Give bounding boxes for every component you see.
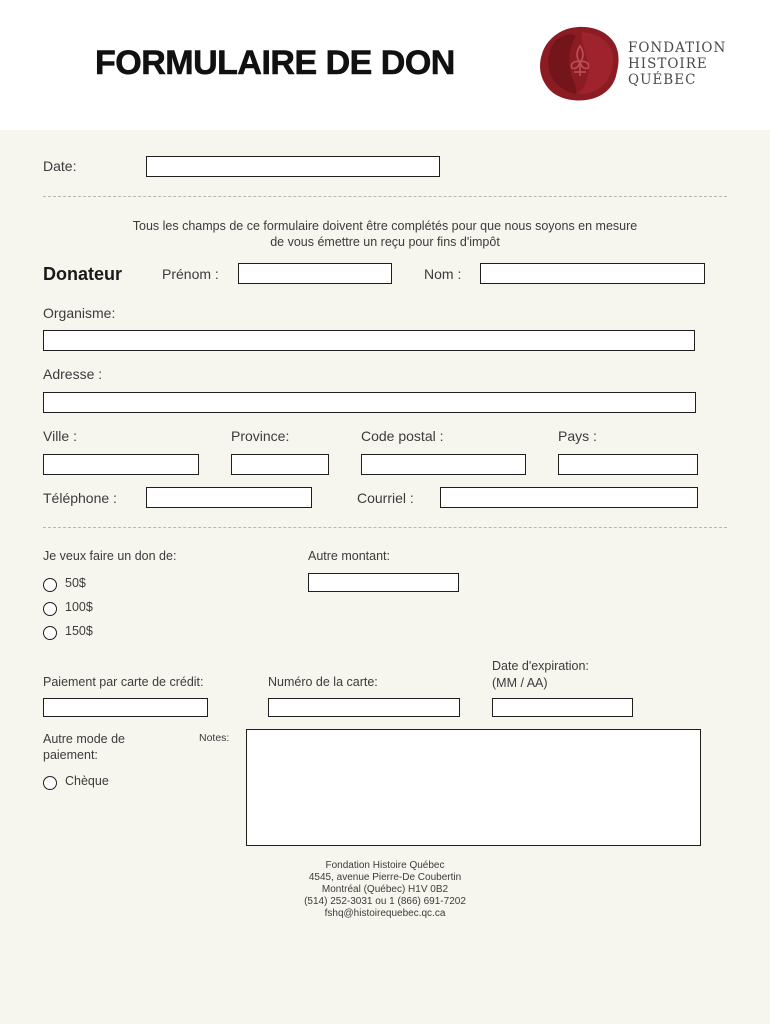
footer-address: Fondation Histoire Québec 4545, avenue Pierre-De Coubertin Montréal (Québec) H1V 0B2 (514) 252-3031 ou 1 (866) 691-7202 fshq@histoirequebec.qc.ca	[304, 860, 466, 919]
form-title: FORMULAIRE DE DON	[95, 44, 455, 82]
credit-card-field[interactable]	[43, 698, 208, 717]
date-label: Date:	[43, 158, 77, 174]
postal-code-label: Code postal :	[361, 428, 444, 444]
cheque-label: Chèque	[65, 774, 109, 788]
amount-100-label: 100$	[65, 600, 93, 614]
email-field[interactable]	[440, 487, 698, 508]
notes-textarea[interactable]	[246, 729, 701, 846]
city-label: Ville :	[43, 428, 77, 444]
card-number-label: Numéro de la carte:	[268, 675, 378, 689]
other-amount-field[interactable]	[308, 573, 459, 592]
email-label: Courriel :	[357, 490, 414, 506]
phone-label: Téléphone :	[43, 490, 117, 506]
last-name-label: Nom :	[424, 266, 462, 282]
other-amount-label: Autre montant:	[308, 549, 390, 563]
other-payment-label: Autre mode de paiement:	[43, 732, 125, 762]
divider	[43, 527, 727, 528]
page-header	[0, 0, 770, 130]
first-name-label: Prénom :	[162, 266, 219, 282]
card-number-field[interactable]	[268, 698, 460, 717]
address-label: Adresse :	[43, 366, 103, 382]
phone-field[interactable]	[146, 487, 312, 508]
last-name-field[interactable]	[480, 263, 705, 284]
date-field[interactable]	[146, 156, 440, 177]
credit-card-label: Paiement par carte de crédit:	[43, 675, 204, 689]
cheque-radio[interactable]	[43, 776, 57, 790]
organization-label: Organisme:	[43, 305, 116, 321]
donation-label: Je veux faire un don de:	[43, 549, 177, 563]
amount-100-radio[interactable]	[43, 602, 57, 616]
postal-code-field[interactable]	[361, 454, 526, 475]
country-field[interactable]	[558, 454, 698, 475]
notice-text: Tous les champs de ce formulaire doivent être complétés pour que nous soyons en mesure de vous émettre un reçu pour fins d'impôt	[132, 219, 638, 249]
wax-seal-logo-icon	[536, 24, 620, 102]
amount-50-radio[interactable]	[43, 578, 57, 592]
foundation-logo-text: FONDATION HISTOIRE QUÉBEC	[628, 40, 727, 88]
donor-heading: Donateur	[43, 264, 123, 284]
amount-150-radio[interactable]	[43, 626, 57, 640]
expiry-label: Date d'expiration: (MM / AA)	[492, 659, 589, 690]
expiry-field[interactable]	[492, 698, 633, 717]
province-field[interactable]	[231, 454, 329, 475]
address-field[interactable]	[43, 392, 696, 413]
divider	[43, 196, 727, 197]
notes-label: Notes:	[199, 732, 230, 744]
country-label: Pays :	[558, 428, 597, 444]
province-label: Province:	[231, 428, 290, 444]
organization-field[interactable]	[43, 330, 695, 351]
amount-150-label: 150$	[65, 624, 93, 638]
city-field[interactable]	[43, 454, 199, 475]
first-name-field[interactable]	[238, 263, 392, 284]
amount-50-label: 50$	[65, 576, 86, 590]
